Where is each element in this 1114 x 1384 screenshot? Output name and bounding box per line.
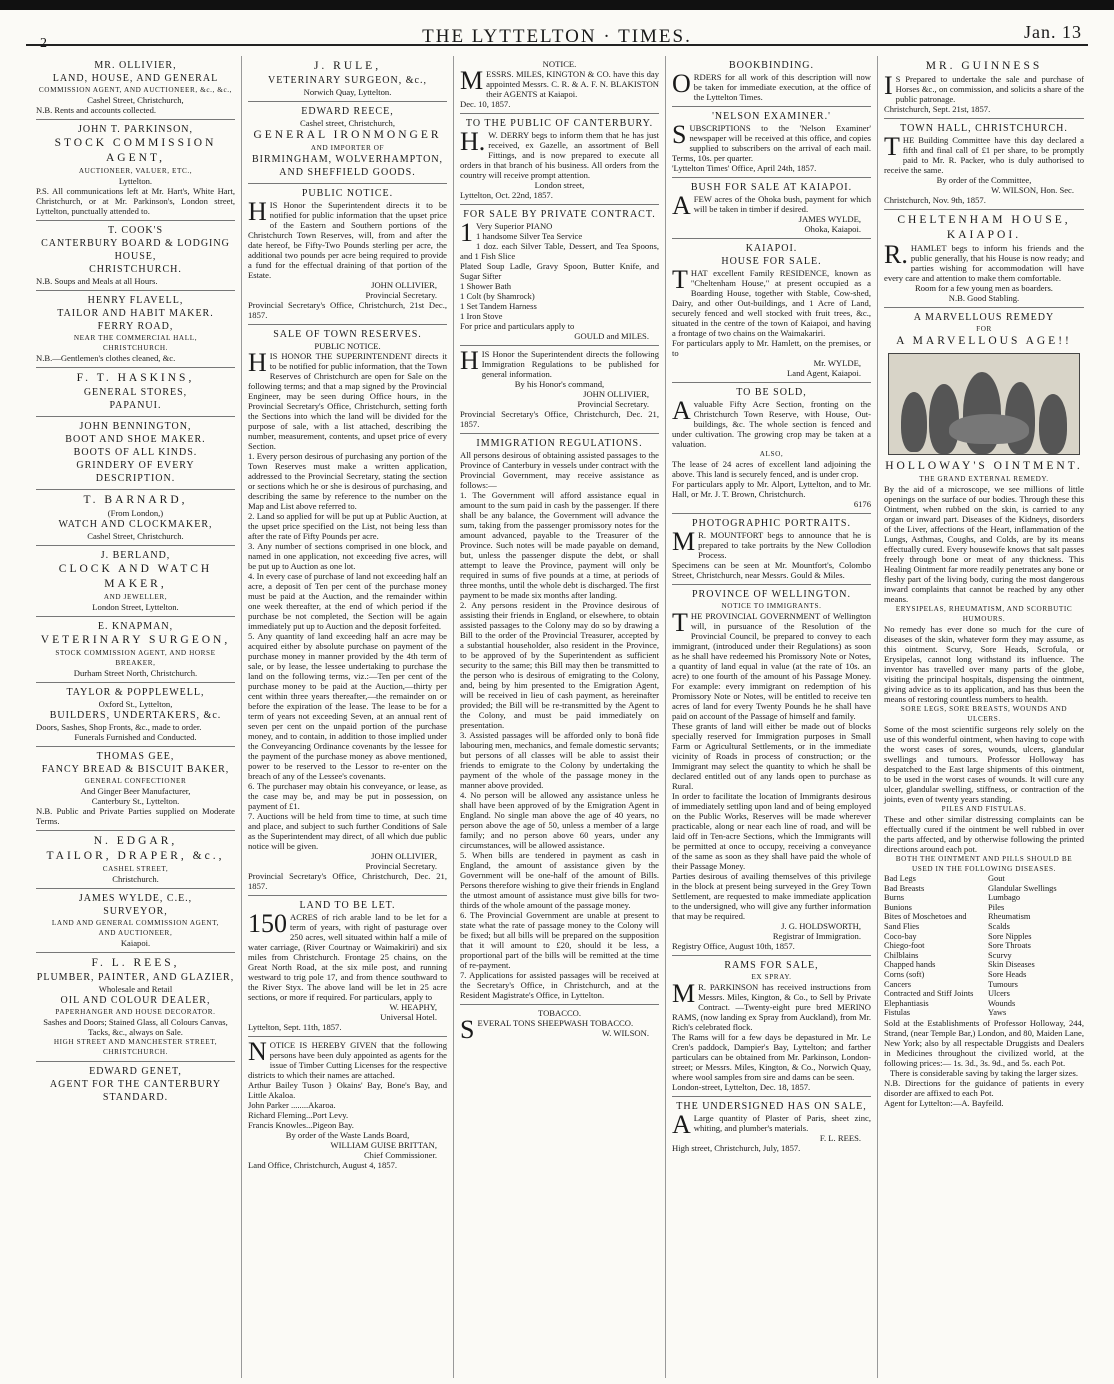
disease-item: Piles [988,902,1005,912]
ad-edgar: N. EDGAR, TAILOR, DRAPER, &c., CASHEL STREET, Christchurch. [36,831,235,889]
disease-item: Wounds [988,998,1016,1008]
ad-wylde: JAMES WYLDE, C.E., SURVEYOR, LAND AND GENERAL COMMISSION AGENT, AND AUCTIONEER, Kaiapoi. [36,889,235,953]
ad-bennington: JOHN BENNINGTON, BOOT AND SHOE MAKER. BOOTS OF ALL KINDS. GRINDERY OF EVERY DESCRIPTION. [36,417,235,490]
disease-list-right [988,874,1084,1018]
ad-bush-sale: BUSH FOR SALE AT KAIAPOI. AFEW acres of the Ohoka bush, payment for which will be taken in timber if desired. JAMES WYLDE, Ohoka, Kaiapoi. [672,178,871,239]
ad-cook: T. COOK'S CANTERBURY BOARD & LODGING HOUSE, CHRISTCHURCH. N.B. Soups and Meals at all Hours. [36,221,235,291]
disease-item: Elephantiasis [884,998,929,1008]
ad-undersigned: THE UNDERSIGNED HAS ON SALE, A Large quantity of Plaster of Paris, sheet zinc, whiting, and plumber's materials. F. L. REES. High street, Christchurch, July, 1857. [672,1101,871,1153]
disease-item: Glandular Swellings [988,883,1057,893]
ad-gee: THOMAS GEE, FANCY BREAD & BISCUIT BAKER, GENERAL CONFECTIONER And Ginger Beer Manufacturer, Canterbury St., Lyttelton. N.B. Public and Private Parties supplied on Moderate Terms. [36,747,235,831]
disease-item: Bad Breasts [884,883,925,893]
disease-item: Bad Legs [884,874,916,883]
ad-rees: F. L. REES, PLUMBER, PAINTER, AND GLAZIER, Wholesale and Retail OIL AND COLOUR DEALER, PAPERHANGER AND HOUSE DECORATOR. Sashes and Doors; Stained Glass, all Colours Canvas, Tacks, &c., always on Sale. HIGH STREET AND MANCHESTER STREET, CHRISTCHURCH. [36,953,235,1062]
page-number: 2 [40,36,47,51]
disease-item: Scalds [988,921,1010,931]
disease-item: Corns (soft) [884,969,925,979]
ad-reece: EDWARD REECE, Cashel street, Christchurch, GENERAL IRONMONGER AND IMPORTER OF BIRMINGHAM, WOLVERHAMPTON, AND SHEFFIELD GOODS. [248,102,447,184]
disease-item: Burns [884,893,905,903]
disease-list-left [884,874,980,1018]
ad-knapman: E. KNAPMAN, VETERINARY SURGEON, STOCK COMMISSION AGENT, AND HORSE BREAKER, Durham Street North, Christchurch. [36,617,235,683]
disease-item: Gout [988,874,1005,883]
ad-wellington: PROVINCE OF WELLINGTON. NOTICE TO IMMIGRANTS. THE PROVINCIAL GOVERNMENT of Wellington will, in pursuance of the Resolution of the Provincial Council, be prepared to convey to each immigrant, (introduced under their Regulations) as soon as he shall have redeemed his Promissory Note or Notes, a quantity of land equal in value (at the rate of 10s. an acre) to one fourth of the amount of his Passage Money. For example: every immigrant on redemption of his Promissory Note or Notes, will be entitled to receive ten acres of land for every Twenty Pounds he he shall have paid on account of the Passage of himself and family. These grants of land will either be made out of blocks specially reserved for Immigration purposes in Small Farm or Agricultural Settlements, or in the immediate vicinity of Roads in process of construction; or the Immigrant may select the quantity to which he shall be declared entitled out of any lands open to purchase as Rural. In order to facilitate the location of Immigrants desirous of immediately settling upon land and of being employed on the Public Works, Reserves will be made wherever practicable, along or near each line of road, and will be laid off in Ten-acre Sections, which the Immigrants will be permitted at once to occupy, receiving a conveyance of the same as soon as they shall have paid the whole of their Passage Money. Parties desirous of availing themselves of this privilege in the block at present being surveyed in the Grey Town Settlement, are requested to make immediate application to the undersigned, who will give any further information that may be required. J. G. HOLDSWORTH, Registrar of Immigration. Registry Office, August 10th, 1857. [672,585,871,956]
disease-item: Skin Diseases [988,960,1035,970]
page-header [26,18,1088,51]
column-4 [666,56,878,1378]
column-1 [30,56,242,1378]
disease-item: Coco-bay [884,931,917,941]
masthead: THE LYTTELTON · TIMES. [422,26,692,47]
disease-item: Rheumatism [988,912,1031,922]
ad-cheltenham-house: CHELTENHAM HOUSE, KAIAPOI. R. HAMLET begs to inform his friends and the public generally, that his House is now ready; and parties wishing for accommodation will have every care and attention to make them comfortable. Room for a few young men as boarders. N.B. Good Stabling. [884,210,1084,308]
engraving-illustration [888,353,1080,455]
ad-immigration-regulations: IMMIGRATION REGULATIONS. All persons desirous of obtaining assisted passages to the Province of Canterbury in vessels under contract with the Provincial Government, may receive assistance as follows:— 1. The Government will afford assistance equal in amount to the sum paid in cash by the passenger. If there shall be any balance, the Government will advance the sum, taking from the passenger promissory notes for the amount advanced, payable to the Treasurer of the Province. Such notes will be made payable on demand, but, unless the passenger dispute the debt, or shall attempt to leave the Province, payment will only be required in sums of five pounds at a time, at periods of three months, until the whole debt is discharged. The first payment to be made six months after landing. 2. Any persons resident in the Province desirous of assisting their friends in England, or elsewhere, to obtain assisted passages to the Colony may do so by drawing a Bill to the order of the Provincial Treasurer, accepted by a substantial householder, also resident in the Province, to be approved of by the Superintendent as sufficient security to the same; this Bill may then be transmitted to the person who is desirous of emigrating to the Colony, and, being by him presented to the Emigration Agent, will be received in lieu of cash payment, as hereinafter provided; the Bill will be re-transmitted by the Agent to the Colony, and must be paid immediately on presentation. 3. Assisted passages will be afforded only to bonâ fide labouring men, mechanics, and female domestic servants; but persons of all classes will be able to assist their friends to emigrate to the Colony by undertaking the payment of the whole of the passage money in the manner above provided. 4. No person will be allowed any assistance unless he shall have been approved of by the Emigration Agent in England. No single man above the age of 40 years, no person above the age of 50, unless a member of a large family; and no person above 60 years, under any circumstances, will be allowed assistance. 5. When bills are tendered in payment as cash in England, the amount of assistance given by the Government will be one-half of the amount of Bills. Persons therefore wishing to give their friends in England the utmost amount of assistance must give bills for two-thirds of the whole amount of the passage money. 6. The Provincial Government are unable at present to state what the rate of passage money to the Colony will be fixed; but all bills will be prepared on the supposition that it will amount to £20, should it be less, a proportional part of the bills will be remitted at the time of re-payment. 7. Applications for assisted passages will be received at the Secretary's Office, in Christchurch, and at the Resident Magistrate's Office, in Lyttelton. [460,434,659,1005]
disease-item: Chiego-foot [884,941,925,951]
column-3 [454,56,666,1378]
ad-barnard: T. BARNARD, (From London,) WATCH AND CLOCKMAKER, Cashel Street, Christchurch. [36,490,235,546]
disease-item: Chilblains [884,950,919,960]
ad-immigration-notice: HIS Honor the Superintendent directs the following Immigration Regulations to be published for general information. By his Honor's command, JOHN OLLIVIER, Provincial Secretary. Provincial Secretary's Office, Christchurch, Dec. 21, 1857. [460,346,659,434]
disease-item: Bites of Moschetoes and Sand Flies [884,912,967,931]
disease-item: Ulcers [988,989,1010,999]
ad-berland: J. BERLAND, CLOCK AND WATCH MAKER, AND JEWELLER, London Street, Lyttelton. [36,546,235,617]
disease-item: Chapped hands [884,960,936,970]
disease-item: Yaws [988,1008,1007,1018]
issue-date: Jan. 13 [1024,22,1082,42]
ad-haskins: F. T. HASKINS, GENERAL STORES, PAPANUI. [36,368,235,417]
disease-item: Lumbago [988,893,1021,903]
ad-town-hall: TOWN HALL, CHRISTCHURCH. THE Building Committee have this day declared a fifth and final call of £1 per share, to be promptly paid to Mr. R. Packer, who is duly authorised to receive the same. By order of the Committee, W. WILSON, Hon. Sec. Christchurch, Nov. 9th, 1857. [884,119,1084,210]
disease-list [884,874,1084,1018]
disease-item: Contracted and Stiff Joints [884,989,974,999]
ad-derry: TO THE PUBLIC OF CANTERBURY. H. W. DERRY begs to inform them that he has just received, ex Gazelle, an assortment of Bell Fittings, and is now prepared to execute all orders in that branch of his business. All orders from the country will receive prompt attention. London street, Lyttelton, Oct. 22nd, 1857. [460,114,659,205]
column-2 [242,56,454,1378]
ad-rams: RAMS FOR SALE, EX SPRAY. M R. PARKINSON has received instructions from Messrs. Miles, Kington, & Co., to Sell by Private Contract. —Twenty-eight pure bred MERINO RAMS, (now landing ex Spray from Auckland), from Mr. Rich's celebrated flock. The Rams will for a few days be depastured in Mr. Le Cren's paddock, Dampier's Bay, Lyttelton; and farther particulars can be obtained from Mr. Parkinson, London-street; or Messrs. Miles, Kington, & Co., Norwich Quay, where wool samples from sire and dams can be seen. London-street, Lyttelton, Dec. 18, 1857. [672,956,871,1097]
ad-holloway: A MARVELLOUS REMEDY FOR A MARVELLOUS AGE!! HOLLOWAY'S OINTMENT. THE GRAND EXTERNAL REMEDY. By the aid of a microscope, we see millions of little openings on the surface of our bodies. Through these this Ointment, when rubbed on the skin, is carried to any organ or inward part. Diseases of the Kidneys, disorders of the Liver, affections of the Heart, inflammation of the Lungs, Asthmas, Coughs, and Colds, are by its means effectually cured. Every housewife knows that salt passes freely through bone or meat of any thickness. This Healing Ointment far more readily penetrates any bone or fleshy part of the living body, curing the most dangerous inward complaints that cannot be reached by any other means. ERYSIPELAS, RHEUMATISM, AND SCORBUTIC HUMOURS. No remedy has ever done so much for the cure of diseases of the skin, whatever form they may assume, as this ointment. Scurvy, Sore Heads, Scrofula, or Erysipelas, cannot long withstand its influence. The inventor has travelled over many parts of the globe, visiting the principal hospitals, dispensing the ointment, giving advice as to its application, and has thus been the means of restoring countless numbers to health. SORE LEGS, SORE BREASTS, WOUNDS AND ULCERS. Some of the most scientific surgeons rely solely on the use of this wonderful ointment, when having to cope with the worst cases of sores, wounds, ulcers, glandular swellings and tumours. Professor Holloway has despatched to the East large shipments of this ointment, to be used in the worst cases of wounds. It will cure any ulcer, glandular swelling, stiffness, or contraction of the joints, even of twenty years standing. PILES AND FISTULAS. These and other similar distressing complaints can be effectually cured if the ointment be well rubbed in over the parts affected, and by otherwise following the printed directions around each pot. BOTH THE OINTMENT AND PILLS SHOULD BE USED IN THE FOLLOWING DISEASES. Bad Legs Bad Breasts Burns Bunions Bites of Moschetoes and Sand Flies Coco-bay Chiego-foot Chilblains Chapped hands Corns (soft) Cancers Contracted and Stiff Joints Elephantiasis Fistulas Gout Glandular Swellings Lumbago Piles Rheumatism Scalds Sore Nipples Sore Throats Scurvy Skin Diseases Sore Heads Tumours Ulcers Wounds Yaws Sold at the Establishments of Professor Holloway, 244, Strand, (near Temple Bar,) London, and 80, Maiden Lane, New York; also by all respectable Druggists and Dealers in Medicines throughout the civilized world, at the following prices:— 1s. 3d., 3s. 9d., and 5s. each Pot. There is considerable saving by taking the larger sizes. N.B. Directions for the guidance of patients in every disorder are affixed to each Pot. Agent for Lyttelton:—A. Bayfeild. [884,312,1084,1108]
ad-private-contract: FOR SALE BY PRIVATE CONTRACT. 1 Very Superior PIANO 1 handsome Silver Tea Service 1 doz. each Silver Table, Dessert, and Tea Spoons, and 1 Fish Slice Plated Soup Ladle, Gravy Spoon, Butter Knife, and Sugar Sifter 1 Shower Bath 1 Colt (by Shamrock) 1 Set Tandem Harness 1 Iron Stove For price and particulars apply to GOULD and MILES. [460,205,659,346]
ad-tobacco: TOBACCO. SEVERAL TONS SHEEPWASH TOBACCO. W. WILSON. [460,1008,649,1044]
disease-item: Bunions [884,902,912,912]
ad-ollivier: MR. OLLIVIER, LAND, HOUSE, AND GENERAL COMMISSION AGENT, AND AUCTIONEER, &c., &c., Cashel Street, Christchurch, N.B. Rents and accounts collected. [36,56,235,120]
disease-item: Sore Throats [988,941,1031,951]
disease-item: Sore Heads [988,969,1027,979]
disease-item: Cancers [884,979,911,989]
top-rule [0,0,1114,10]
ad-land-to-let: LAND TO BE LET. 150 ACRES of rich arable land to be let for a term of years, with right of pasturage over 250 acres, well situated within half a mile of water carriage, (River Courtnay or Waimakiriri) and six miles from Christchurch. Frontage 25 chains, on the Great North Road, at the six mile post, and running westward to trig pole 17, and from thence southward to the River Styx. The above land will be let in 25 acre sections, or more if required. For particulars, apply to W. HEAPHY, Universal Hotel. Lyttelton, Sept. 11th, 1857. [248,896,447,1037]
ad-timber-licenses: NOTICE IS HEREBY GIVEN that the following persons have been duly appointed as agents for the issue of Timber Cutting Licenses for the respective districts to which their names are attached. Arthur Bailey Tuson } Okains' Bay, Bone's Bay, and Little Akaloa. John Parker ........Akaroa. Richard Fleming...Port Levy. Francis Knowles...Pigeon Bay. By order of the Waste Lands Board, WILLIAM GUISE BRITTAN, Chief Commissioner. Land Office, Christchurch, August 4, 1857. [248,1037,447,1170]
ad-to-be-sold: TO BE SOLD, Avaluable Fifty Acre Section, fronting on the Christchurch Town Reserve, with House, Out-buildings, &c. The whole section is fenced and under cultivation. The growing crop may be taken at a valuation. ALSO, The lease of 24 acres of excellent land adjoining the above. This land is securely fenced, and is under crop. For particulars apply to Mr. Alport, Lyttelton, and to Mr. Hall, or Mr. J. T. Brown, Christchurch. 6176 [672,383,871,514]
ad-taylor: TAYLOR & POPPLEWELL, Oxford St., Lyttelton, BUILDERS, UNDERTAKERS, &c. Doors, Sashes, Shop Fronts, &c., made to order. Funerals Furnished and Conducted. [36,683,235,747]
disease-item: Tumours [988,979,1018,989]
ad-photographic: PHOTOGRAPHIC PORTRAITS. M R. MOUNTFORT begs to announce that he is prepared to take portraits by the New Collodion Process. Specimens can be seen at Mr. Mountfort's, Colombo Street, Christchurch, near Messrs. Gould & Miles. [672,514,871,585]
ad-guinness: MR. GUINNESS I S Prepared to undertake the sale and purchase of Horses &c., on commission, and solicits a share of the public patronage. Christchurch, Sept. 21st, 1857. [884,56,1084,119]
ad-public-notice: PUBLIC NOTICE. HIS Honor the Superintendent directs it to be notified for public information that the upset price of the Eastern and Southern portions of the Christchurch Town Reserves, will, from and after the date hereof, be Fifty-Two Pounds sterling per acre, the additional two pounds per acre being required to provide a fund for the effectual draining of that portion of the Estate. JOHN OLLIVIER, Provincial Secretary. Provincial Secretary's Office, Christchurch, 21st Dec., 1857. [248,184,447,325]
ad-nelson-examiner: 'NELSON EXAMINER.' SUBSCRIPTIONS to the 'Nelson Examiner' newspaper will be received at this office, and copies supplied to subscribers on the arrival of each mail. Terms, 10s. per quarter. 'Lyttelton Times' Office, April 24th, 1857. [672,107,871,178]
ad-bookbinding: BOOKBINDING. ORDERS for all work of this description will now be taken for immediate execution, at the office of the Lyttelton Times. [672,56,871,107]
ad-sale-town-reserves: SALE OF TOWN RESERVES. PUBLIC NOTICE. HIS HONOR THE SUPERINTENDENT directs it to be notified for public information, that the Town Reserves of Christchurch are open for Sale on the following terms; and that a map signed by the Provincial Engineer, may be seen during Office hours, in the Provincial Secretary's Office, Christchurch, setting forth the Sections into which the land will be divided for the purpose of sale, with a list attached, describing the number, measurement, contents, and upset price of every Section. 1. Every person desirous of purchasing any portion of the Town Reserves must make a written application, addressed to the Provincial Secretary, stating the section or sections which he or she is desirous of purchasing, and describing the same by reference to the number on the Map and List above referred to. 2. Land so applied for will be put up at Public Auction, at the upset price specified on the List, not being less than after the rate of Fifty Pounds per acre. 3. Any number of sections comprised in one block, and named in one application, not exceeding five acres, will be put up to Auction as one lot. 4. In every case of purchase of land not exceeding half an acre, a deposit of Ten per cent of the purchase money must be paid at the Auction, and the remainder within one week thereafter, at the end of which period if the purchase be not completed, the Section will be again immediately put up to Auction and the deposit forfeited. 5. Any quantity of land exceeding half an acre may be acquired either by absolute purchase on payment of the purchase money in manner provided by the 4th term of sale, or by lease, the lessee undertaking to purchase the land on the following terms, viz.:—Ten per cent of the purchase money to be paid at the Auction,—thirty per cent within three years thereafter,—the remainder on or before the expiration of the lease. The lease to be for a term of years not exceeding Seven, at an annual rent of seven per cent on the unpaid portion of the purchase money, and to contain, in addition to those implied under the Conveyancing Ordinance covenants by the lessee for the payment of the purchase money as above mentioned, power to be reserved to the Lessor to re-enter on the breach of any of the Lessee's covenants. 6. The purchaser may obtain his conveyance, or lease, as the case may be, and may be put in possession, on payment of £1. 7. Auctions will be held from time to time, at such time and place, and subject to such further Conditions of Sale as the Superintendent may direct, of all which due public notice will be given. JOHN OLLIVIER, Provincial Secretary. Provincial Secretary's Office, Christchurch, Dec. 21, 1857. [248,325,447,896]
ad-parkinson: JOHN T. PARKINSON, STOCK COMMISSION AGENT, AUCTIONEER, VALUER, ETC., Lyttelton. P.S. All communications left at Mr. Hart's, White Hart, Christchurch, or at Mr. Parkinson's, London street, Lyttelton, punctually attended to. [36,120,235,221]
disease-item: Fistulas [884,1008,911,1018]
disease-item: Sore Nipples [988,931,1032,941]
columns [30,56,1092,1378]
ad-rule: J. RULE, VETERINARY SURGEON, &c., Norwich Quay, Lyttelton. [248,56,447,102]
ad-house-for-sale: KAIAPOI. HOUSE FOR SALE. THAT excellent Family RESIDENCE, known as "Cheltenham House," at present occupied as a Boarding House, together with Stable, Cow-shed, Dairy, and other Out-buildings, and 1 Acre of Land, securely fenced and well stocked with fruit trees, &c., situated in the centre of the town of Kaiapoi, and having a frontage of two chains on the Waimakariri. For particulars apply to Mr. Hamlett, on the premises, or to Mr. WYLDE, Land Agent, Kaiapoi. [672,239,871,383]
disease-item: Scurvy [988,950,1012,960]
ad-genet: EDWARD GENET, AGENT FOR THE CANTERBURY STANDARD. [49,1066,222,1103]
ad-miles-kington: NOTICE. MESSRS. MILES, KINGTON & CO. have this day appointed Messrs. C. R. & A. F. N. BLAKISTON their AGENTS at Kaiapoi. Dec. 10, 1857. [460,56,659,114]
column-5 [878,56,1090,1378]
ad-flavell: HENRY FLAVELL, TAILOR AND HABIT MAKER. FERRY ROAD, NEAR THE COMMERCIAL HALL, CHRISTCHURCH. N.B.—Gentlemen's clothes cleaned, &c. [36,291,235,368]
